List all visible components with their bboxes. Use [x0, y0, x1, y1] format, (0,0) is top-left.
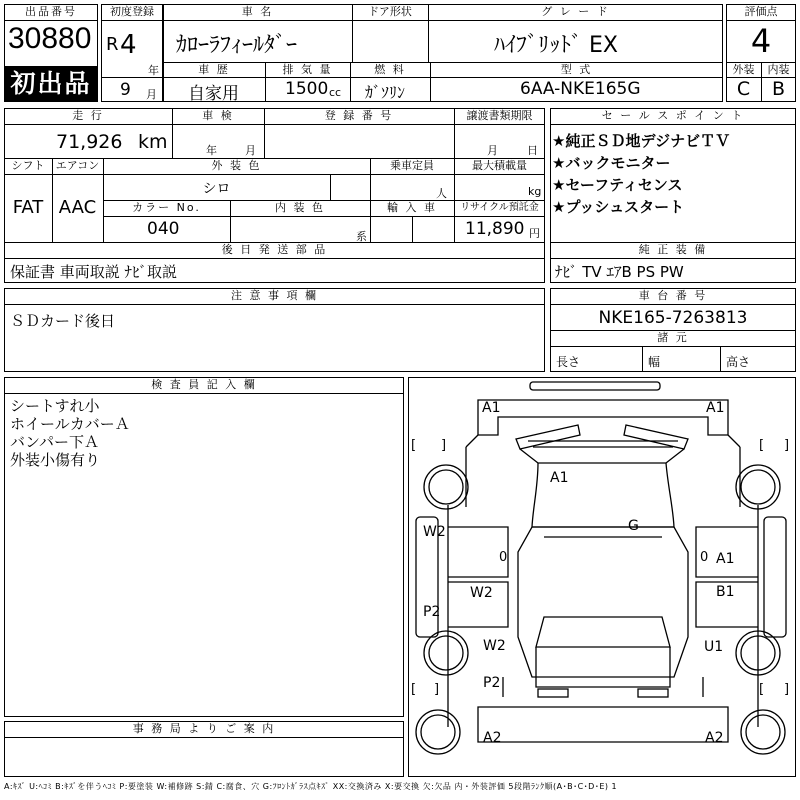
ac-value: AAC — [58, 197, 97, 218]
sales-point-4: ★プッシュスタート — [552, 198, 685, 216]
interior-label: 内装 — [767, 63, 790, 76]
width-label: 幅 — [648, 355, 661, 369]
inspector-line-4: 外装小傷有り — [10, 451, 101, 469]
inspector-line-2: ホイールカバーＡ — [10, 415, 130, 433]
bracket-left-bottom-open: [ — [411, 682, 417, 697]
exterior-grade: C — [736, 78, 751, 100]
inspector-line-1: シートすれ小 — [10, 397, 100, 415]
fuel-label: 燃 料 — [374, 63, 406, 76]
sales-points-label: セ ー ル ス ポ イ ン ト — [601, 109, 745, 122]
mark-zero-left: 0 — [499, 550, 508, 565]
chassis-number: NKE165-7263813 — [598, 308, 748, 328]
mark-right-front-door: A1 — [716, 551, 735, 567]
notes-label: 注 意 事 項 欄 — [231, 289, 318, 302]
sales-point-2: ★バックモニター — [552, 154, 671, 172]
era-letter: R — [106, 34, 119, 55]
inspector-line-3: バンパー下Ａ — [10, 433, 99, 451]
inspection-year-unit: 年 — [206, 144, 217, 157]
reg-year: 4 — [120, 30, 137, 60]
history-label: 車 歴 — [198, 63, 230, 76]
mark-rear-left: A2 — [483, 730, 502, 746]
door-label: ドア形状 — [368, 5, 412, 18]
reg-month-unit: 月 — [146, 88, 157, 101]
max-load-label: 最大積載量 — [472, 159, 527, 172]
mark-front-right: A1 — [706, 400, 725, 416]
transfer-day-unit: 日 — [527, 144, 538, 157]
mark-rear-right: A2 — [705, 730, 724, 746]
bracket-left-top-open: [ — [411, 438, 417, 453]
max-load-unit: kg — [528, 185, 542, 198]
recycle-label: リサイクル預託金 — [460, 202, 539, 213]
score-label: 評価点 — [744, 5, 778, 18]
sales-point-3: ★セーフティセンス — [552, 176, 683, 194]
dimensions-label: 諸 元 — [657, 331, 689, 344]
length-label: 長さ — [556, 355, 581, 369]
shift-value: FAT — [12, 197, 44, 218]
exterior-label: 外装 — [732, 63, 755, 76]
legend: A:ｷｽﾞ U:ﾍｺﾐ B:ｷｽﾞを伴うﾍｺﾐ P:要塗装 W:補修跡 S:錆 C:腐食、穴 G:ﾌﾛﾝﾄｶﾞﾗｽ点ｷｽﾞ XX:交換済み X:要交換 欠:欠品 内・外装評価 5段階ﾗﾝｸ順(A･B･C･D･E) 1 — [4, 782, 618, 791]
model-code: 6AA-NKE165G — [520, 79, 641, 99]
interior-color-unit: 系 — [356, 230, 367, 243]
bracket-left-bottom-close: ] — [434, 682, 440, 697]
color-no: 040 — [147, 219, 180, 239]
first-listing-badge: 初出品 — [4, 66, 98, 102]
exterior-color-label: 外 装 色 — [211, 159, 262, 172]
later-parts-label: 後 日 発 送 部 品 — [221, 243, 328, 256]
exterior-color: シロ — [202, 181, 231, 197]
equipment-label: 純 正 装 備 — [638, 243, 708, 256]
mark-left-rear-area: W2 — [470, 585, 493, 601]
displacement-unit: cc — [329, 86, 342, 99]
bracket-right-bottom-close: ] — [784, 682, 790, 697]
transfer-deadline-label: 譲渡書類期限 — [466, 109, 533, 122]
office-label: 事 務 局 よ り ご 案 内 — [132, 722, 276, 735]
inspection-label: 車 検 — [202, 109, 234, 122]
sales-point-1: ★純正ＳＤ地デジナビＴＶ — [552, 132, 731, 150]
bracket-right-top-close: ] — [784, 438, 790, 453]
registration-number-label: 登 録 番 号 — [324, 109, 394, 122]
fuel: ｶﾞｿﾘﾝ — [365, 83, 406, 102]
ac-label: エアコン — [55, 159, 100, 172]
shift-label: シフト — [11, 159, 45, 172]
mark-hood: A1 — [550, 470, 569, 486]
bracket-left-top-close: ] — [441, 438, 447, 453]
notes-text: ＳＤカード後日 — [10, 312, 116, 330]
recycle-unit: 円 — [529, 227, 540, 240]
mark-glass: G — [628, 518, 639, 534]
mileage: 71,926 — [56, 131, 123, 153]
car-outline — [408, 377, 796, 777]
chassis-label: 車 台 番 号 — [638, 289, 708, 302]
interior-color-label: 内 装 色 — [275, 201, 325, 214]
import-label: 輸 入 車 — [387, 201, 437, 214]
capacity-unit: 人 — [436, 187, 447, 200]
bracket-right-bottom-open: [ — [759, 682, 765, 697]
later-parts: 保証書 車両取説 ﾅﾋﾞ取説 — [10, 263, 178, 281]
mileage-label: 走 行 — [72, 109, 104, 122]
reg-month: 9 — [120, 80, 131, 100]
color-no-label: カラー No. — [132, 201, 201, 214]
interior-grade: B — [771, 78, 786, 100]
displacement: 1500 — [285, 79, 329, 99]
recycle-amount: 11,890 — [465, 219, 525, 239]
first-reg-label: 初度登録 — [110, 5, 154, 18]
inspection-month-unit: 月 — [245, 144, 256, 157]
car-name: ｶﾛｰﾗﾌｨｰﾙﾀﾞｰ — [176, 33, 298, 58]
car-name-label: 車 名 — [241, 5, 274, 18]
grade: ﾊｲﾌﾞﾘｯﾄﾞ EX — [494, 33, 618, 58]
mark-zero-right: 0 — [700, 550, 709, 565]
score: 4 — [750, 22, 772, 60]
reg-year-unit: 年 — [148, 64, 159, 77]
grade-label: グ レ ー ド — [541, 5, 610, 18]
transfer-month-unit: 月 — [487, 144, 498, 157]
history: 自家用 — [188, 84, 239, 104]
capacity-label: 乗車定員 — [390, 159, 434, 172]
equipment: ﾅﾋﾞ TV ｴｱB PS PW — [555, 263, 684, 281]
mark-front-left: A1 — [482, 400, 501, 416]
mark-left-rear-quarter: P2 — [483, 675, 501, 691]
mark-right-rear-door: B1 — [716, 584, 735, 600]
inspector-label: 検 査 員 記 入 欄 — [151, 378, 257, 391]
lot-label: 出品番号 — [25, 5, 77, 18]
displacement-label: 排 気 量 — [282, 63, 333, 76]
mileage-unit: km — [138, 131, 168, 153]
mark-right-rear-area: U1 — [704, 639, 724, 655]
bracket-right-top-open: [ — [759, 438, 765, 453]
mark-left-pillar: P2 — [423, 604, 441, 620]
mark-left-front-door: W2 — [423, 524, 446, 540]
mark-left-rear-door: W2 — [483, 638, 506, 654]
height-label: 高さ — [726, 355, 751, 369]
model-label: 型 式 — [560, 63, 593, 76]
lot-number: 30880 — [8, 22, 92, 55]
